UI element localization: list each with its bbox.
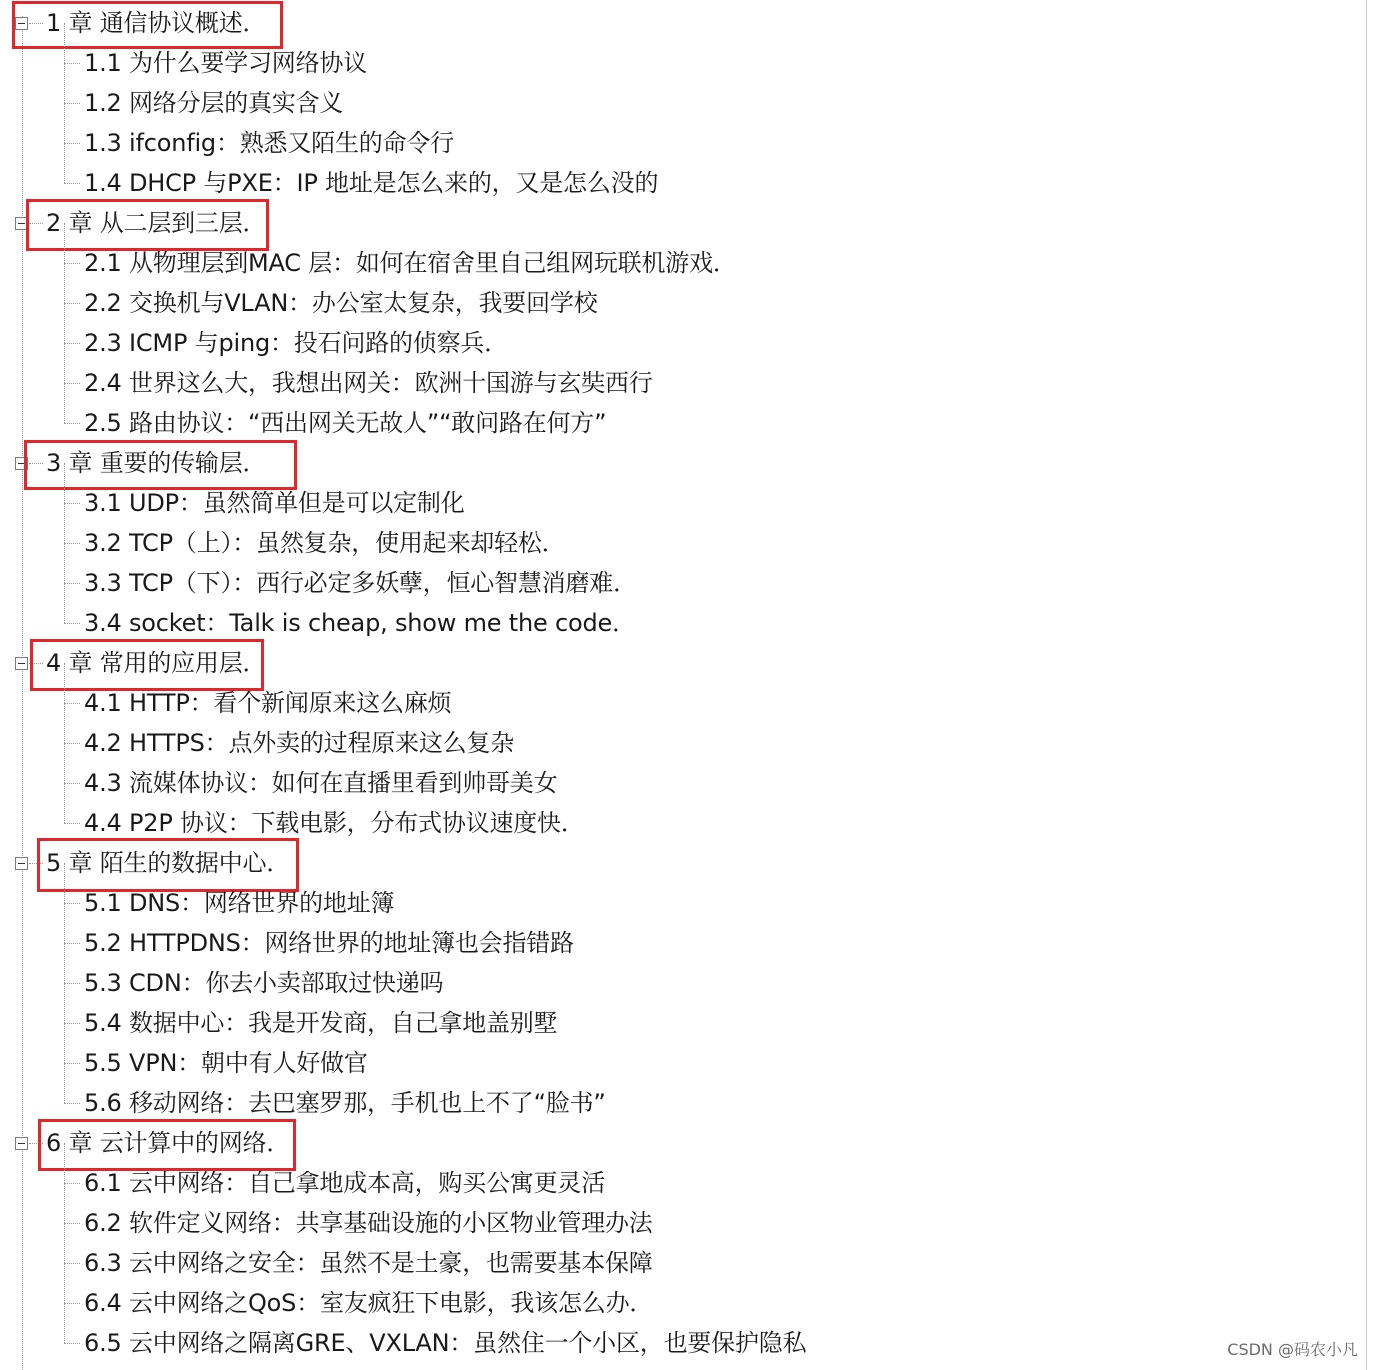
section-node[interactable] bbox=[0, 483, 1360, 523]
section-node[interactable] bbox=[0, 1163, 1360, 1203]
tree-branch-line bbox=[64, 143, 65, 183]
section-label: 1.4 DHCP 与PXE：IP 地址是怎么来的，又是怎么没的 bbox=[84, 169, 659, 197]
tree-branch-line bbox=[64, 903, 80, 904]
tree-branch-line bbox=[64, 63, 65, 103]
section-node[interactable] bbox=[0, 403, 1360, 443]
section-label: 1.1 为什么要学习网络协议 bbox=[84, 49, 367, 77]
tree-branch-line bbox=[64, 303, 65, 343]
section-label: 3.3 TCP（下）：西行必定多妖孽，恒心智慧消磨难． bbox=[84, 569, 637, 597]
tree-branch-line bbox=[64, 1183, 80, 1184]
section-label: 3.2 TCP（上）：虽然复杂，使用起来却轻松． bbox=[84, 529, 566, 557]
tree-branch-line bbox=[29, 23, 43, 24]
tree-branch-line bbox=[64, 983, 65, 1023]
section-label: 1.2 网络分层的真实含义 bbox=[84, 89, 344, 117]
section-node[interactable] bbox=[0, 883, 1360, 923]
tree-branch-line bbox=[64, 423, 80, 424]
tree-branch-line bbox=[64, 823, 80, 824]
tree-branch-line bbox=[64, 783, 80, 784]
section-node[interactable] bbox=[0, 1323, 1360, 1363]
tree-branch-line bbox=[64, 263, 65, 303]
tree-branch-line bbox=[64, 543, 65, 583]
section-node[interactable] bbox=[0, 1243, 1360, 1283]
tree-branch-line bbox=[64, 503, 80, 504]
tree-branch-line bbox=[64, 1143, 65, 1183]
tree-branch-line bbox=[64, 463, 65, 503]
chapter-label: 6 章 云计算中的网络． bbox=[46, 1129, 291, 1157]
tree-branch-line bbox=[64, 1223, 80, 1224]
section-node[interactable] bbox=[0, 803, 1360, 843]
chapter-node[interactable] bbox=[0, 203, 1360, 243]
tree-branch-line bbox=[64, 623, 80, 624]
section-node[interactable] bbox=[0, 43, 1360, 83]
section-node[interactable] bbox=[0, 1043, 1360, 1083]
tree-branch-line bbox=[64, 783, 65, 823]
section-node[interactable] bbox=[0, 163, 1360, 203]
tree-branch-line bbox=[64, 1063, 80, 1064]
collapse-toggle-icon[interactable] bbox=[15, 17, 28, 30]
section-label: 4.1 HTTP：看个新闻原来这么麻烦 bbox=[84, 689, 452, 717]
chapter-label: 1 章 通信协议概述． bbox=[46, 9, 267, 37]
tree-branch-line bbox=[64, 703, 65, 743]
chapter-label: 3 章 重要的传输层． bbox=[46, 449, 267, 477]
section-node[interactable] bbox=[0, 603, 1360, 643]
section-node[interactable] bbox=[0, 1083, 1360, 1123]
chapter-label: 5 章 陌生的数据中心． bbox=[46, 849, 291, 877]
chapter-node[interactable] bbox=[0, 643, 1360, 683]
section-node[interactable] bbox=[0, 1003, 1360, 1043]
section-node[interactable] bbox=[0, 283, 1360, 323]
tree-branch-line bbox=[64, 583, 65, 623]
tree-branch-line bbox=[64, 183, 80, 184]
section-label: 6.5 云中网络之隔离GRE、VXLAN：虽然住一个小区，也要保护隐私 bbox=[84, 1329, 807, 1357]
section-node[interactable] bbox=[0, 323, 1360, 363]
section-label: 4.2 HTTPS：点外卖的过程原来这么复杂 bbox=[84, 729, 515, 757]
tree-branch-line bbox=[64, 943, 80, 944]
tree-branch-line bbox=[64, 383, 80, 384]
section-label: 6.1 云中网络：自己拿地成本高，购买公寓更灵活 bbox=[84, 1169, 605, 1197]
section-label: 5.2 HTTPDNS：网络世界的地址簿也会指错路 bbox=[84, 929, 574, 957]
section-node[interactable] bbox=[0, 923, 1360, 963]
tree-branch-line bbox=[64, 743, 80, 744]
tree-branch-line bbox=[64, 983, 80, 984]
tree-branch-line bbox=[64, 263, 80, 264]
section-node[interactable] bbox=[0, 523, 1360, 563]
tree-branch-line bbox=[64, 1303, 65, 1343]
section-label: 5.6 移动网络：去巴塞罗那，手机也上不了“脸书” bbox=[84, 1089, 606, 1117]
tree-branch-line bbox=[64, 1183, 65, 1223]
tree-branch-line bbox=[64, 143, 80, 144]
chapter-node[interactable] bbox=[0, 1123, 1360, 1163]
section-label: 5.5 VPN：朝中有人好做官 bbox=[84, 1049, 368, 1077]
tree-branch-line bbox=[64, 743, 65, 783]
section-node[interactable] bbox=[0, 563, 1360, 603]
tree-branch-line bbox=[64, 503, 65, 543]
section-node[interactable] bbox=[0, 683, 1360, 723]
section-node[interactable] bbox=[0, 83, 1360, 123]
tree-branch-line bbox=[64, 1343, 80, 1344]
collapse-toggle-icon[interactable] bbox=[15, 217, 28, 230]
section-label: 3.1 UDP：虽然简单但是可以定制化 bbox=[84, 489, 465, 517]
section-label: 5.4 数据中心：我是开发商，自己拿地盖别墅 bbox=[84, 1009, 558, 1037]
section-node[interactable] bbox=[0, 1203, 1360, 1243]
collapse-toggle-icon[interactable] bbox=[15, 1137, 28, 1150]
tree-branch-line bbox=[64, 1023, 65, 1063]
tree-branch-line bbox=[64, 223, 65, 263]
section-label: 2.2 交换机与VLAN：办公室太复杂，我要回学校 bbox=[84, 289, 598, 317]
window-edge bbox=[1366, 0, 1367, 1370]
tree-branch-line bbox=[64, 303, 80, 304]
tree-branch-line bbox=[64, 663, 65, 703]
section-label: 4.3 流媒体协议：如何在直播里看到帅哥美女 bbox=[84, 769, 558, 797]
tree-branch-line bbox=[64, 63, 80, 64]
tree-branch-line bbox=[64, 103, 80, 104]
tree-branch-line bbox=[64, 903, 65, 943]
chapter-label: 2 章 从二层到三层． bbox=[46, 209, 267, 237]
section-label: 2.1 从物理层到MAC 层：如何在宿舍里自己组网玩联机游戏． bbox=[84, 249, 737, 277]
collapse-toggle-icon[interactable] bbox=[15, 857, 28, 870]
chapter-node[interactable] bbox=[0, 443, 1360, 483]
section-node[interactable] bbox=[0, 363, 1360, 403]
tree-branch-line bbox=[64, 23, 65, 63]
tree-branch-line bbox=[64, 543, 80, 544]
section-label: 2.3 ICMP 与ping：投石问路的侦察兵． bbox=[84, 329, 508, 357]
section-label: 5.1 DNS：网络世界的地址簿 bbox=[84, 889, 395, 917]
section-node[interactable] bbox=[0, 763, 1360, 803]
tree-branch-line bbox=[64, 863, 65, 903]
collapse-toggle-icon[interactable] bbox=[15, 457, 28, 470]
section-node[interactable] bbox=[0, 123, 1360, 163]
tree-branch-line bbox=[64, 383, 65, 423]
section-label: 1.3 ifconfig：熟悉又陌生的命令行 bbox=[84, 129, 454, 157]
collapse-toggle-icon[interactable] bbox=[15, 657, 28, 670]
tree-branch-line bbox=[64, 703, 80, 704]
tree-branch-line bbox=[64, 1303, 80, 1304]
section-label: 6.4 云中网络之QoS：室友疯狂下电影，我该怎么办． bbox=[84, 1289, 654, 1317]
tree-branch-line bbox=[64, 343, 65, 383]
tree-branch-line bbox=[64, 1023, 80, 1024]
section-node[interactable] bbox=[0, 1283, 1360, 1323]
section-label: 2.4 世界这么大，我想出网关：欧洲十国游与玄奘西行 bbox=[84, 369, 653, 397]
tree-branch-line bbox=[29, 663, 43, 664]
section-label: 5.3 CDN：你去小卖部取过快递吗 bbox=[84, 969, 444, 997]
section-label: 3.4 socket：Talk is cheap, show me the code． bbox=[84, 609, 636, 637]
chapter-node[interactable] bbox=[0, 843, 1360, 883]
section-node[interactable] bbox=[0, 723, 1360, 763]
section-node[interactable] bbox=[0, 963, 1360, 1003]
tree-branch-line bbox=[64, 943, 65, 983]
tree-branch-line bbox=[64, 1103, 80, 1104]
chapter-label: 4 章 常用的应用层． bbox=[46, 649, 267, 677]
section-label: 6.2 软件定义网络：共享基础设施的小区物业管理办法 bbox=[84, 1209, 653, 1237]
section-label: 2.5 路由协议：“西出网关无故人”“敢问路在何方” bbox=[84, 409, 607, 437]
tree-branch-line bbox=[29, 463, 43, 464]
tree-branch-line bbox=[64, 583, 80, 584]
tree-branch-line bbox=[64, 1263, 65, 1303]
tree-branch-line bbox=[29, 1143, 43, 1144]
tree-branch-line bbox=[29, 223, 43, 224]
watermark: CSDN @码农小凡 bbox=[1227, 1340, 1358, 1359]
tree-branch-line bbox=[64, 103, 65, 143]
section-label: 4.4 P2P 协议：下载电影，分布式协议速度快． bbox=[84, 809, 585, 837]
tree-branch-line bbox=[64, 1223, 65, 1263]
section-label: 6.3 云中网络之安全：虽然不是土豪，也需要基本保障 bbox=[84, 1249, 653, 1277]
chapter-node[interactable] bbox=[0, 3, 1360, 43]
section-node[interactable] bbox=[0, 243, 1360, 283]
tree-branch-line bbox=[64, 343, 80, 344]
tree-branch-line bbox=[64, 1063, 65, 1103]
tree-branch-line bbox=[64, 1263, 80, 1264]
tree-branch-line bbox=[29, 863, 43, 864]
